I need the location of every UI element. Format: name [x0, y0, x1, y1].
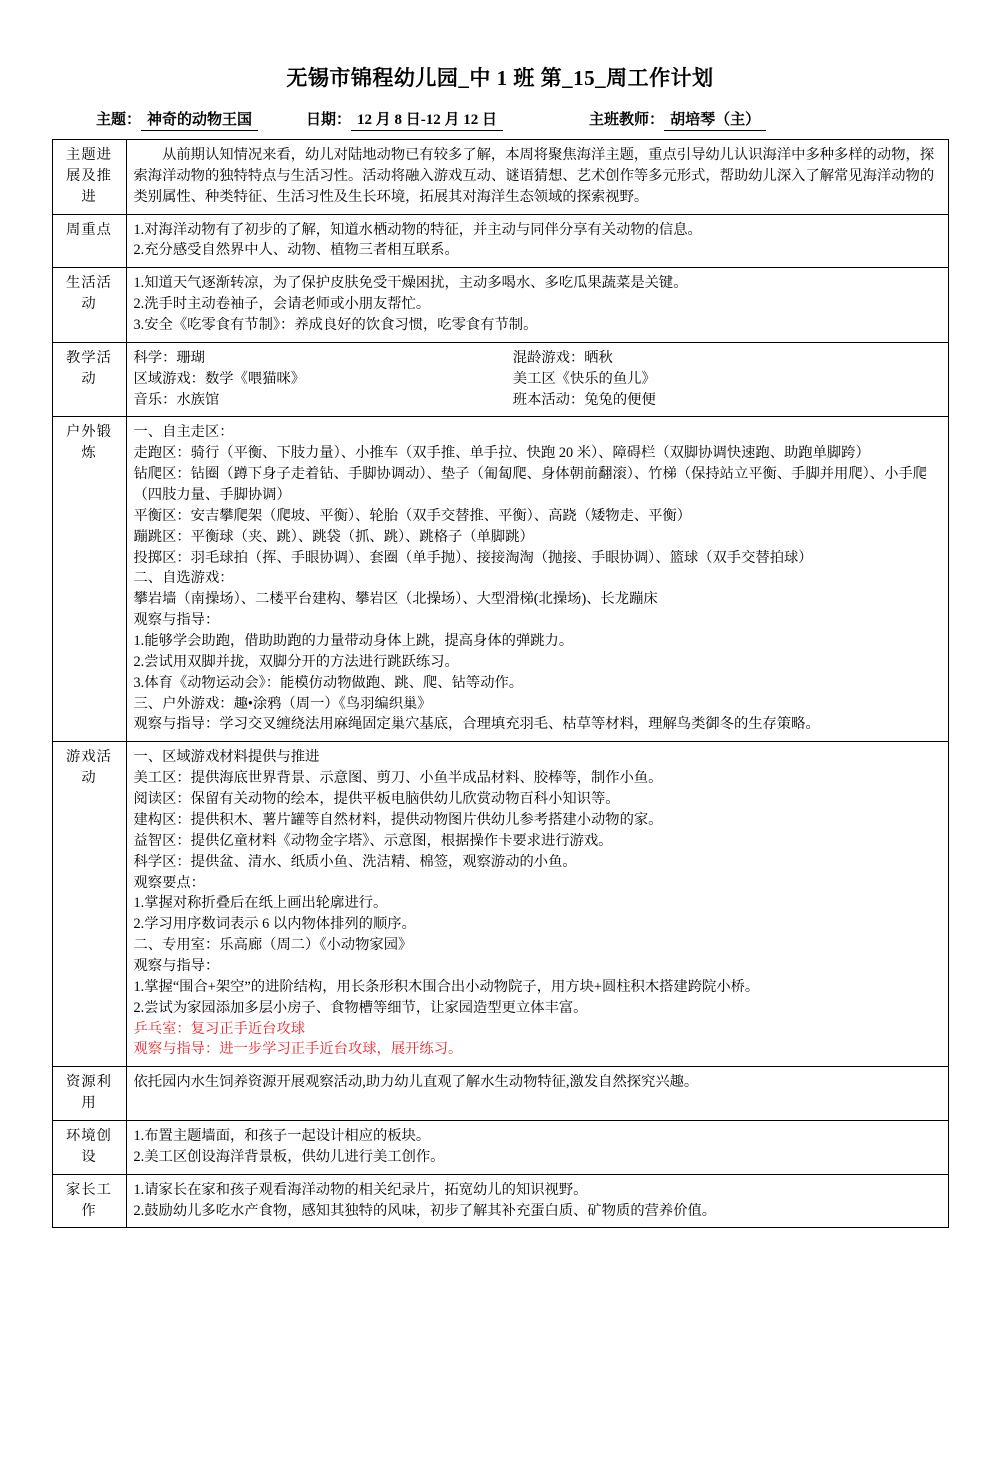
- paragraph: 2.美工区创设海洋背景板，供幼儿进行美工创作。: [133, 1148, 445, 1165]
- paragraph: 1.布置主题墙面，和孩子一起设计相应的板块。: [133, 1127, 431, 1144]
- row-label-parent-work: [52, 1174, 126, 1228]
- paragraph-highlight: 乒乓室：复习正手近台攻球: [133, 1020, 306, 1037]
- table-row-resource: [52, 1067, 948, 1121]
- paragraph: 一、自主走区：: [133, 424, 234, 441]
- row-content-teaching-activity: [126, 342, 948, 417]
- row-content-game-activity: [126, 742, 948, 1067]
- paragraph: 区域游戏：数学《喂猫咪》: [133, 370, 306, 387]
- paragraph: 从前期认知情况来看，幼儿对陆地动物已有较多了解，本周将聚焦海洋主题，重点引导幼儿认识海洋中多种多样的动物，探索海洋动物的独特特点与生活习性。活动将融入游戏互动、谜语猜想、艺术创作等多元形式，帮助幼儿深入了解常见海洋动物的类别属性、种类特征、生活习性及生长环境，拓展其对海洋生态领域的探索视野。: [133, 147, 935, 205]
- row-label-game-activity: [52, 742, 126, 1067]
- paragraph: 1.请家长在家和孩子观看海洋动物的相关纪录片，拓宽幼儿的知识视野。: [133, 1181, 588, 1198]
- paragraph: 观察与指导：: [133, 612, 220, 629]
- row-content-life-activity: [126, 268, 948, 343]
- row-label-text: 周重点: [66, 221, 112, 238]
- row-label-environment: [52, 1120, 126, 1174]
- paragraph: 投掷区：羽毛球拍（挥、手眼协调）、套圈（单手抛）、接接淘淘（抛接、手眼协调）、篮球（双手交替拍球）: [133, 549, 813, 566]
- paragraph: 益智区：提供亿童材料《动物金字塔》、示意图，根据操作卡要求进行游戏。: [133, 832, 613, 849]
- paragraph: 二、专用室：乐高廊（周二）《小动物家园》: [133, 937, 413, 954]
- paragraph: 2.学习用序数词表示 6 以内物体排列的顺序。: [133, 916, 416, 933]
- paragraph: 观察与指导：学习交叉缠绕法用麻绳固定巢穴基底，合理填充羽毛、枯草等材料，理解鸟类御冬的生存策略。: [133, 716, 820, 733]
- paragraph: 1.能够学会助跑，借助助跑的力量带动身体上跳，提高身体的弹跳力。: [133, 633, 574, 650]
- paragraph: 2.洗手时主动卷袖子，会请老师或小朋友帮忙。: [133, 296, 431, 313]
- row-label-text: 主题进展及推进: [66, 147, 112, 205]
- theme-label: 主题：: [96, 112, 142, 128]
- row-label-text: 教学活动: [66, 349, 112, 387]
- weekly-plan-table: [52, 139, 949, 1228]
- paragraph: 3.体育《动物运动会》：能模仿动物做跑、跳、爬、钻等动作。: [133, 674, 524, 691]
- paragraph: 阅读区：保留有关动物的绘本，提供平板电脑供幼儿欣赏动物百科小知识等。: [133, 791, 620, 808]
- paragraph: 2.鼓励幼儿多吃水产食物，感知其独特的风味，初步了解其补充蛋白质、矿物质的营养价值。: [133, 1202, 717, 1219]
- date-label: 日期：: [306, 112, 352, 128]
- paragraph: 1.对海洋动物有了初步的了解，知道水栖动物的特征，并主动与同伴分享有关动物的信息。: [133, 221, 702, 238]
- row-label-text: 资源利用: [66, 1074, 112, 1112]
- teacher-field: [589, 108, 766, 131]
- row-label-text: 家长工作: [66, 1181, 112, 1219]
- paragraph: 美工区《快乐的鱼儿》: [512, 370, 656, 387]
- paragraph: 2.充分感受自然界中人、动物、植物三者相互联系。: [133, 242, 459, 259]
- row-label-outdoor: [52, 417, 126, 742]
- paragraph: 1.掌握“围合+架空”的进阶结构，用长条形积木围合出小动物院子，用方块+圆柱积木搭建跨院小桥。: [133, 978, 760, 995]
- paragraph: 走跑区：骑行（平衡、下肢力量）、小推车（双手推、单手拉、快跑 20 米）、障碍栏（双脚协调快速跑、助跑单脚跨）: [133, 445, 870, 462]
- row-label-life-activity: [52, 268, 126, 343]
- paragraph: 平衡区：安吉攀爬架（爬坡、平衡）、轮胎（双手交替推、平衡）、高跷（矮物走、平衡）: [133, 507, 692, 524]
- row-label-text: 游戏活动: [66, 749, 112, 787]
- row-content-week-focus: [126, 214, 948, 268]
- paragraph-highlight: 观察与指导：进一步学习正手近台攻球，展开练习。: [133, 1041, 463, 1058]
- paragraph: 观察要点：: [133, 874, 205, 891]
- paragraph: 钻爬区：钻圈（蹲下身子走着钻、手脚协调动）、垫子（匍匐爬、身体朝前翻滚）、竹梯（保持站立平衡、手脚并用爬）、小手爬（四肢力量、手脚协调）: [133, 466, 927, 504]
- theme-field: [96, 108, 258, 131]
- paragraph: 1.知道天气逐渐转凉，为了保护皮肤免受干燥困扰，主动多喝水、多吃瓜果蔬菜是关键。: [133, 275, 688, 292]
- table-row-week-focus: [52, 214, 948, 268]
- row-content-theme-progress: [126, 140, 948, 215]
- row-content-environment: [126, 1120, 948, 1174]
- date-field: [306, 108, 503, 131]
- table-row-environment: [52, 1120, 948, 1174]
- row-label-text: 生活活动: [66, 275, 112, 313]
- table-row-game-activity: [52, 742, 948, 1067]
- document-page: [0, 62, 1000, 1476]
- page-title: 无锡市锦程幼儿园_中 1 班 第_15_周工作计划: [286, 66, 714, 90]
- paragraph: 2.尝试用双脚并拢，双脚分开的方法进行跳跃练习。: [133, 653, 459, 670]
- row-content-outdoor: [126, 417, 948, 742]
- table-row-parent-work: [52, 1174, 948, 1228]
- row-content-parent-work: [126, 1174, 948, 1228]
- paragraph: 攀岩墙（南操场）、二楼平台建构、攀岩区（北操场）、大型滑梯(北操场)、长龙蹦床: [133, 591, 658, 608]
- paragraph: 二、自选游戏：: [133, 570, 234, 587]
- table-row-outdoor: [52, 417, 948, 742]
- row-label-resource: [52, 1067, 126, 1121]
- paragraph: 3.安全《吃零食有节制》：养成良好的饮食习惯，吃零食有节制。: [133, 317, 538, 334]
- paragraph: 观察与指导：: [133, 957, 220, 974]
- paragraph: 1.掌握对称折叠后在纸上画出轮廓进行。: [133, 895, 388, 912]
- paragraph: 建构区：提供积木、薯片罐等自然材料，提供动物图片供幼儿参考搭建小动物的家。: [133, 811, 663, 828]
- row-label-week-focus: [52, 214, 126, 268]
- paragraph: 科学：珊瑚: [133, 349, 205, 366]
- paragraph: 三、户外游戏：趣•涂鸦（周一）《鸟羽编织巢》: [133, 695, 432, 712]
- row-label-theme-progress: [52, 140, 126, 215]
- row-label-text: 户外锻炼: [66, 424, 112, 462]
- table-row-teaching-activity: [52, 342, 948, 417]
- paragraph: 依托园内水生饲养资源开展观察活动,助力幼儿直观了解水生动物特征,激发自然探究兴趣。: [133, 1074, 699, 1091]
- theme-value: 神奇的动物王国: [141, 108, 258, 131]
- table-row-theme-progress: [52, 140, 948, 215]
- paragraph: 科学区：提供盆、清水、纸质小鱼、洗洁精、棉签，观察游动的小鱼。: [133, 853, 577, 870]
- teacher-label: 主班教师：: [589, 112, 665, 128]
- paragraph: 班本活动：兔兔的便便: [512, 391, 656, 408]
- paragraph: 音乐：水族馆: [133, 391, 220, 408]
- row-label-teaching-activity: [52, 342, 126, 417]
- teaching-col-right: [513, 348, 941, 411]
- teaching-col-left: [134, 348, 513, 411]
- paragraph: 一、区域游戏材料提供与推进: [133, 749, 320, 766]
- row-content-resource: [126, 1067, 948, 1121]
- teaching-columns: [134, 348, 941, 411]
- teacher-value: 胡培琴（主）: [664, 108, 766, 131]
- meta-row: [0, 108, 1000, 131]
- date-value: 12 月 8 日-12 月 12 日: [351, 108, 503, 131]
- paragraph: 2.尝试为家园添加多层小房子、食物槽等细节，让家园造型更立体丰富。: [133, 999, 588, 1016]
- paragraph: 混龄游戏：晒秋: [512, 349, 613, 366]
- paragraph: 蹦跳区：平衡球（夹、跳）、跳袋（抓、跳）、跳格子（单脚跳）: [133, 528, 534, 545]
- paragraph: 美工区：提供海底世界背景、示意图、剪刀、小鱼半成品材料、胶棒等，制作小鱼。: [133, 770, 663, 787]
- table-row-life-activity: [52, 268, 948, 343]
- row-label-text: 环境创设: [66, 1127, 112, 1165]
